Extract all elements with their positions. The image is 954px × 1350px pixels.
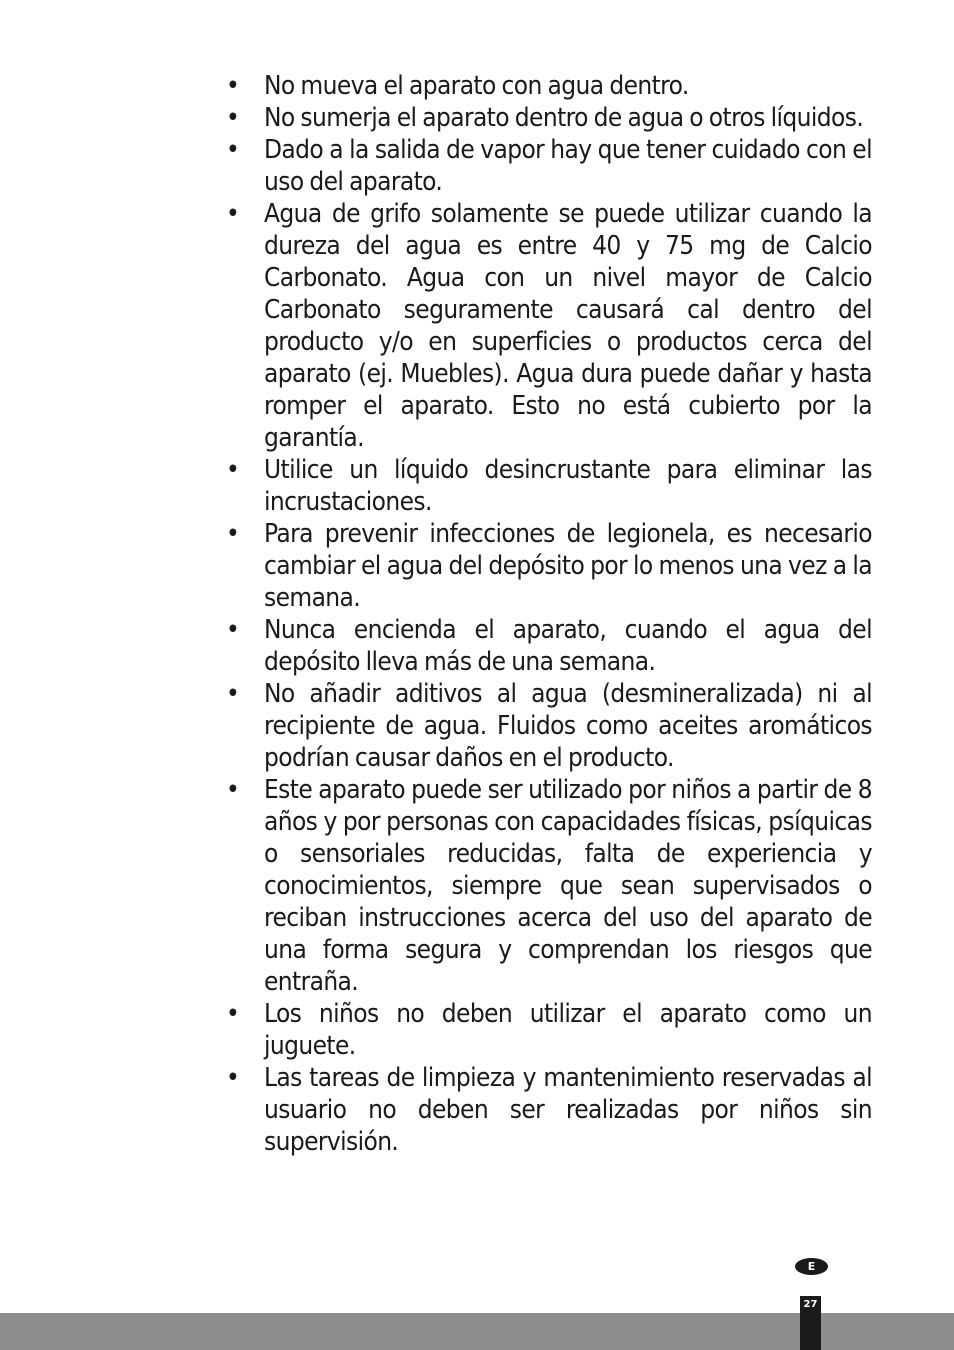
list-item-text: No añadir aditivos al agua (desmineralizada) ni al recipiente de agua. Fluidos como aceites aromáticos podrían causar daños en el producto. (264, 679, 872, 773)
list-item (226, 198, 872, 454)
list-item-text: Los niños no deben utilizar el aparato como un juguete. (264, 999, 872, 1061)
list-item (226, 454, 872, 518)
list-item-text: Las tareas de limpieza y mantenimiento reservadas al usuario no deben ser realizadas por niños sin supervisión. (264, 1063, 872, 1157)
list-item (226, 102, 872, 134)
list-item (226, 134, 872, 198)
bullet-icon: • (226, 519, 240, 549)
list-item (226, 518, 872, 614)
list-item-text: Dado a la salida de vapor hay que tener cuidado con el uso del aparato. (264, 135, 872, 197)
bullet-icon: • (226, 199, 240, 229)
list-item-text: Este aparato puede ser utilizado por niños a partir de 8 años y por personas con capacidades físicas, psíquicas o sensoriales reducidas, falta de experiencia y conocimientos, siempre que sean supervisados o reciban instrucciones acerca del uso del aparato de una forma segura y comprendan los riesgos que entraña. (264, 775, 872, 997)
list-item (226, 774, 872, 998)
list-item (226, 998, 872, 1062)
warnings-content (226, 70, 872, 1158)
list-item-text: No mueva el aparato con agua dentro. (264, 71, 689, 101)
bullet-icon: • (226, 679, 240, 709)
list-item-text: Nunca encienda el aparato, cuando el agua del depósito lleva más de una semana. (264, 615, 872, 677)
list-item-text: No sumerja el aparato dentro de agua o otros líquidos. (264, 103, 864, 133)
list-item (226, 70, 872, 102)
page-number: 27 (803, 1299, 818, 1310)
bullet-icon: • (226, 71, 240, 101)
list-item-text: Para prevenir infecciones de legionela, es necesario cambiar el agua del depósito por lo menos una vez a la semana. (264, 519, 872, 613)
bullet-icon: • (226, 775, 240, 805)
list-item-text: Agua de grifo solamente se puede utilizar cuando la dureza del agua es entre 40 y 75 mg de Calcio Carbonato. Agua con un nivel mayor de Calcio Carbonato seguramente causará cal dentro del producto y/o en superficies o productos cerca del aparato (ej. Muebles). Agua dura puede dañar y hasta romper el aparato. Esto no está cubierto por la garantía. (264, 199, 872, 453)
warnings-list (226, 70, 872, 1158)
list-item (226, 678, 872, 774)
language-badge: E (795, 1258, 828, 1275)
list-item (226, 614, 872, 678)
list-item-text: Utilice un líquido desincrustante para eliminar las incrustaciones. (264, 455, 872, 517)
bullet-icon: • (226, 999, 240, 1029)
bullet-icon: • (226, 1063, 240, 1093)
list-item (226, 1062, 872, 1158)
bullet-icon: • (226, 455, 240, 485)
bullet-icon: • (226, 615, 240, 645)
bullet-icon: • (226, 103, 240, 133)
bullet-icon: • (226, 135, 240, 165)
